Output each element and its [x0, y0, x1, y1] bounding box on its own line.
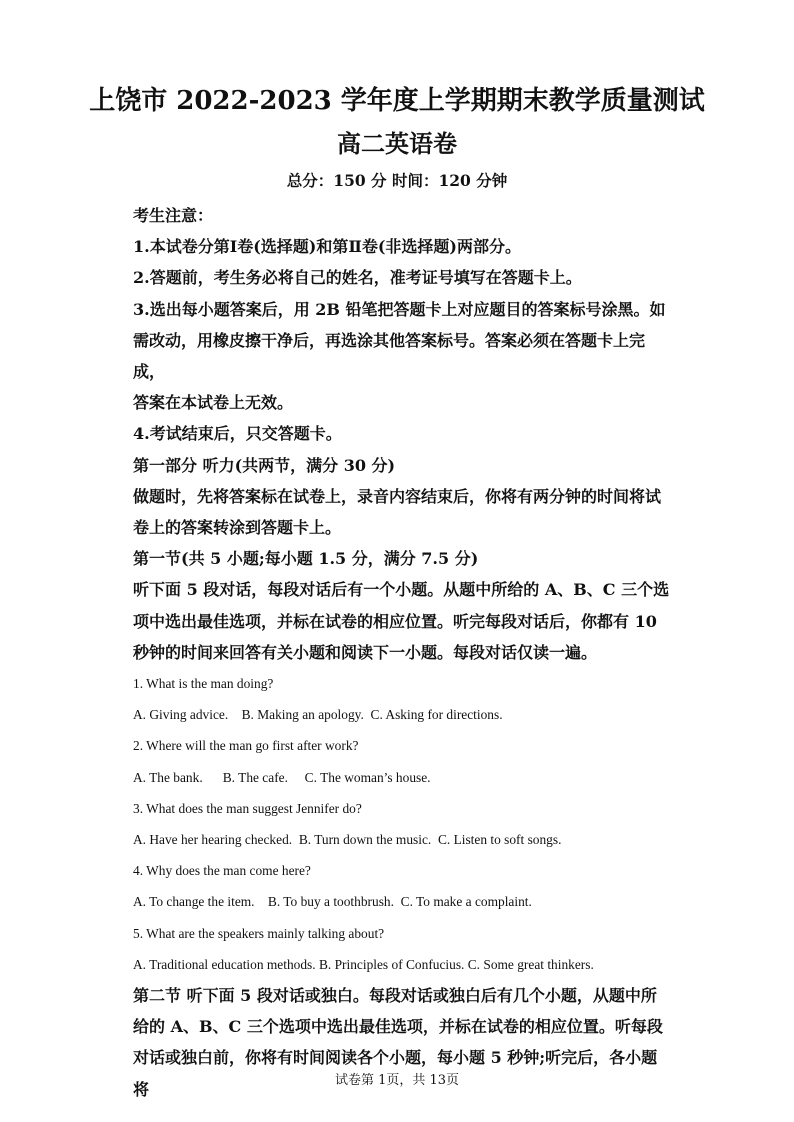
section2-instruction-line: 给的 A、B、C 三个选项中选出最佳选项，并标在试卷的相应位置。听每段: [133, 1017, 663, 1037]
notice-item: 4.考试结束后，只交答题卡。: [133, 424, 342, 444]
notice-heading: 考生注意：: [133, 206, 214, 225]
question-options: A. The bank. B. The cafe. C. The woman’s house.: [133, 769, 431, 785]
section1-instruction-line: 项中选出最佳选项，并标在试卷的相应位置。听完每段对话后，你都有 10: [133, 611, 657, 631]
part1-intro-line: 做题时，先将答案标在试卷上，录音内容结束后，你将有两分钟的时间将试: [133, 486, 662, 506]
section1-heading: 第一节(共 5 小题;每小题 1.5 分，满分 7.5 分): [133, 549, 479, 569]
question-options: A. Giving advice. B. Making an apology. C. Asking for directions.: [133, 707, 503, 723]
section2-instruction-line: 对话或独白前，你将有时间阅读各个小题，每小题 5 秒钟;听完后，各小题将: [133, 1048, 658, 1099]
question-text: 1. What is the man doing?: [133, 676, 274, 692]
exam-body: [133, 200, 673, 1105]
question-options: A. Have her hearing checked. B. Turn down the music. C. Listen to soft songs.: [133, 832, 562, 848]
part1-heading: 第一部分 听力(共两节，满分 30 分): [133, 455, 396, 475]
question-text: 4. Why does the man come here?: [133, 863, 311, 879]
notice-item: 答案在本试卷上无效。: [133, 393, 294, 413]
notice-item: 2.答题前，考生务必将自己的姓名，准考证号填写在答题卡上。: [133, 268, 582, 288]
section2-instruction-line: 第二节 听下面 5 段对话或独白。每段对话或独白后有几个小题，从题中所: [133, 986, 657, 1006]
notice-item: 1.本试卷分第Ⅰ卷(选择题)和第Ⅱ卷(非选择题)两部分。: [133, 237, 521, 257]
notice-item: 需改动，用橡皮擦干净后，再选涂其他答案标号。答案必须在答题卡上完成，: [133, 330, 646, 382]
exam-subtitle: 高二英语卷: [337, 129, 457, 158]
question-options: A. Traditional education methods. B. Principles of Confucius. C. Some great thinkers.: [133, 956, 594, 972]
part1-intro-line: 卷上的答案转涂到答题卡上。: [133, 518, 342, 538]
notice-item: 3.选出每小题答案后，用 2B 铅笔把答题卡上对应题目的答案标号涂黑。如: [133, 299, 666, 319]
exam-title: 上饶市 2022-2023 学年度上学期期末教学质量测试: [89, 86, 705, 116]
question-text: 3. What does the man suggest Jennifer do?: [133, 800, 362, 816]
question-text: 2. Where will the man go first after work?: [133, 738, 359, 754]
section1-instruction-line: 听下面 5 段对话，每段对话后有一个小题。从题中所给的 A、B、C 三个选: [133, 580, 670, 600]
exam-meta: 总分：150 分 时间：120 分钟: [286, 171, 508, 190]
page-footer: 试卷第 1页，共 13页: [334, 1073, 460, 1088]
question-options: A. To change the item. B. To buy a toothbrush. C. To make a complaint.: [133, 894, 532, 910]
section1-instruction-line: 秒钟的时间来回答有关小题和阅读下一小题。每段对话仅读一遍。: [133, 642, 598, 662]
question-text: 5. What are the speakers mainly talking about?: [133, 925, 385, 941]
